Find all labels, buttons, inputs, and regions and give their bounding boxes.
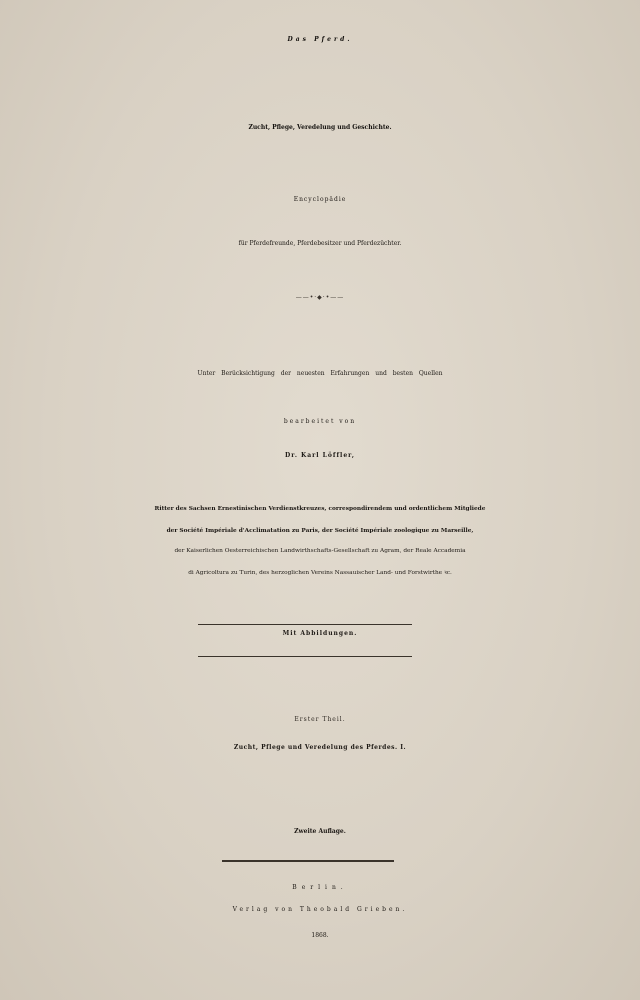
publisher-label: Verlag von Theobald Grieben. [232, 906, 408, 913]
book-title: Das Pferd. [287, 36, 353, 43]
illustrations-label: Mit Abbildungen. [282, 630, 358, 637]
credentials-line: der Société Impériale d'Acclimatation zu Paris, der Société Impériale zoologique zu Marseille, [166, 528, 474, 534]
rule-below-illustrations [198, 656, 412, 657]
city-label: Berlin. [292, 884, 348, 891]
sources-line: Unter Berücksichtigung der neuesten Erfahrungen und besten Quellen [197, 370, 443, 377]
author-name: Dr. Karl Löffler, [285, 452, 355, 459]
rule-below-edition [222, 860, 394, 862]
rule-above-illustrations [198, 624, 412, 625]
credentials-line: di Agricoltura zu Turin, des herzoglichen Vereins Nassauischer Land- und Forstwirthe ꝛc. [188, 570, 452, 576]
credentials-line: der Kaiserlichen Oesterreichischen Landwirthschafts-Gesellschaft zu Agram, der Reale Accademia [174, 548, 466, 554]
encyclopaedia-label: Encyclopädie [293, 196, 347, 203]
edited-by-line: bearbeitet von [283, 418, 357, 425]
ornament-divider: ——•·◆·•—— [295, 294, 345, 301]
edition-label: Zweite Auflage. [294, 828, 346, 835]
credentials-line: Ritter des Sachsen Ernestinischen Verdienstkreuzes, correspondirendem und ordentlichem Mitgliede [154, 506, 486, 512]
book-subtitle: Zucht, Pflege, Veredelung und Geschichte. [248, 124, 392, 131]
part-label: Erster Theil. [294, 716, 346, 723]
publication-year: 1868. [311, 932, 329, 939]
audience-line: für Pferdefreunde, Pferdebesitzer und Pferdezüchter. [238, 240, 402, 247]
part-title: Zucht, Pflege und Veredelung des Pferdes. I. [233, 744, 407, 751]
